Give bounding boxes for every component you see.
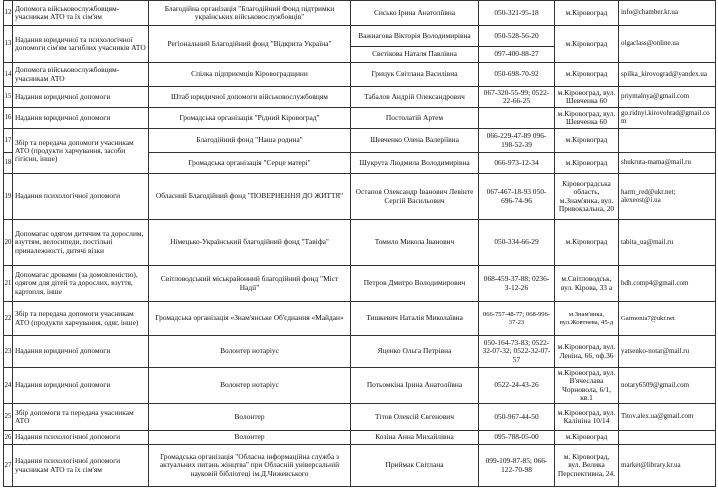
- phone-cell: 050-334-66-29: [479, 220, 555, 266]
- email-cell: bdh.comp4@gmail.com: [619, 266, 716, 302]
- row-number: 17: [4, 129, 13, 153]
- need-cell: Збір допомоги та передача учасникам АТО: [13, 404, 149, 431]
- table-row: [4, 445, 716, 487]
- address-cell: м. Кіровоград, вул. Велика Перспективна, 24.: [555, 445, 619, 487]
- row-number: 25: [4, 404, 13, 431]
- organization-cell: Обласний Благодійний фонд "ПОВЕРНЕННЯ ДО ЖИТТЯ": [149, 174, 351, 220]
- phone-cell: 066-229-47-89 096-198-52-39: [479, 129, 555, 153]
- organization-cell: Громадська організація «Знам'янське Об'єднання «Майдан»: [149, 302, 351, 336]
- organization-cell: Громадська організація "Серце матері": [149, 153, 351, 174]
- email-cell: go.ridnyi.kirovohrad@gmail.com: [619, 108, 716, 129]
- need-cell: Надання юридичної допомоги: [13, 368, 149, 404]
- organization-cell: Волонтер: [149, 404, 351, 431]
- table-row: [4, 368, 716, 404]
- address-cell: м.Кіровоград: [555, 1, 619, 26]
- organization-cell: Регіональний Благодійний фонд "Відкрита Україна": [149, 26, 351, 63]
- table-row: [4, 63, 716, 87]
- organization-cell: Благодійна організація "Благодійний Фонд підтримки українських військовослужбовців": [149, 1, 351, 26]
- row-number: 14: [4, 63, 13, 87]
- contact-person-cell: Томило Микола Іванович: [351, 220, 479, 266]
- address-cell: м.Кіровоград: [555, 153, 619, 174]
- organization-cell: Німецько-Український благодійний фонд "Тавіфа": [149, 220, 351, 266]
- address-cell: м.Кіровоград, вул. Калініна 10/14: [555, 404, 619, 431]
- email-cell: notary6509@gmail.com: [619, 368, 716, 404]
- contact-person-cell: Постолатій Артем: [351, 108, 479, 129]
- need-cell: Надання психологічної допомоги: [13, 431, 149, 445]
- contact-person-cell: Свєтікова Наталя Павлівна: [351, 47, 479, 63]
- contact-person-cell: Сисько Ірина Анатоліївна: [351, 1, 479, 26]
- contact-person-cell: Шукрута Людмила Володимирівна: [351, 153, 479, 174]
- phone-cell: 050-967-44-50: [479, 404, 555, 431]
- table-row: [4, 266, 716, 302]
- email-cell: tabita_ua@mail.ru: [619, 220, 716, 266]
- phone-cell: 050-164-73-83; 0522-32-07-32; 0522-32-07-57: [479, 336, 555, 368]
- row-number: 22: [4, 302, 13, 336]
- organization-cell: Благодійний фонд "Наша родина": [149, 129, 351, 153]
- email-cell: Titov.alex.ua@gmail.com: [619, 404, 716, 431]
- phone-cell: [479, 108, 555, 129]
- email-cell: market@library.kr.ua: [619, 445, 716, 487]
- email-cell: spilka_kirovograd@yandex.ua: [619, 63, 716, 87]
- phone-cell: 067-467-18-93 050-696-74-96: [479, 174, 555, 220]
- need-cell: Надання психологічної допомоги: [13, 174, 149, 220]
- row-number: 24: [4, 368, 13, 404]
- contact-person-cell: Петров Дмитро Володимирович: [351, 266, 479, 302]
- address-cell: м.Кіровоград: [555, 220, 619, 266]
- contact-person-cell: Шевченко Олена Валеріївна: [351, 129, 479, 153]
- row-number: 21: [4, 266, 13, 302]
- phone-cell: 097-400-88-27: [479, 47, 555, 63]
- row-number: 16: [4, 108, 13, 129]
- table-row: [4, 174, 716, 220]
- organization-cell: Волонтер нотаріус: [149, 336, 351, 368]
- contact-person-cell: Яценко Ольга Петрівна: [351, 336, 479, 368]
- table-row: [4, 1, 716, 26]
- email-cell: yatsenko-notar@mail.ru: [619, 336, 716, 368]
- row-number: 19: [4, 174, 13, 220]
- phone-cell: 066-973-12-34: [479, 153, 555, 174]
- need-cell: Допомога військовослужбовцям-учасникам АТО та їх сім'ям: [13, 1, 149, 26]
- contact-person-cell: Тітов Олексій Євгенович: [351, 404, 479, 431]
- contact-person-cell: Важнагова Вікторія Володимирівна: [351, 26, 479, 47]
- organization-cell: Штаб юридичної допомоги військовослужбовцям: [149, 87, 351, 108]
- organization-cell: Спілка підприємців Кіровоградщини: [149, 63, 351, 87]
- row-number: 26: [4, 431, 13, 445]
- table-row: [4, 26, 716, 47]
- need-cell: Надання юридичної та психологічної допомоги сім'ям загиблих учасників АТО: [13, 26, 149, 63]
- email-cell: Garmonia7@ukr.net: [619, 302, 716, 336]
- row-number: 13: [4, 26, 13, 63]
- organizations-table: [3, 0, 716, 487]
- organization-cell: Світловодський міськрайонний благодійний фонд "Міст Надії": [149, 266, 351, 302]
- row-number: 27: [4, 445, 13, 487]
- need-cell: Надання психологічної допомоги учасникам АТО та їх сім'ям: [13, 445, 149, 487]
- address-cell: Кіровоградська область, м.Знам'янка, вул. Привокзальна, 20: [555, 174, 619, 220]
- contact-person-cell: Приймак Світлана: [351, 445, 479, 487]
- need-cell: Збір та передача допомоги учасникам АТО (продукти харчування, засоби гігієни, інше): [13, 129, 149, 174]
- table-row: [4, 302, 716, 336]
- address-cell: м.Кіровоград, вул. В'ячеслава Чорновола, 6/1, кв.1: [555, 368, 619, 404]
- phone-cell: 067-320-55-99; 0522-22-66-25: [479, 87, 555, 108]
- phone-cell: 050-321-95-18: [479, 1, 555, 26]
- email-cell: [619, 129, 716, 153]
- address-cell: м.Знам'янка, вул.Жовтнева, 45-д: [555, 302, 619, 336]
- phone-cell: 099-109-87-85; 066-122-70-98: [479, 445, 555, 487]
- address-cell: м.Кіровоград, вул. Леніна, 66, оф.36: [555, 336, 619, 368]
- row-number: 20: [4, 220, 13, 266]
- row-number: 23: [4, 336, 13, 368]
- contact-person-cell: Остапов Олександр Іванович Левінте Сергій Васильович: [351, 174, 479, 220]
- address-cell: м.Кіровоград, вул. Шевченка 60: [555, 108, 619, 129]
- address-cell: м.Кіровоград: [555, 63, 619, 87]
- contact-person-cell: Табалов Андрій Олександрович: [351, 87, 479, 108]
- organization-cell: Громадська організація "Обласна інформаційна служба з актуальних питань жінцтва" при Обласній універсальній науковій бібліотеці ім.Д.Чижевського: [149, 445, 351, 487]
- phone-cell: 066-757-48-77; 068-996-37-23: [479, 302, 555, 336]
- organization-cell: Громадська організація "Рідний Кіровоград": [149, 108, 351, 129]
- need-cell: Допомога військовослужбовцям-учасникам АТО: [13, 63, 149, 87]
- table-row: [4, 87, 716, 108]
- table-row: [4, 336, 716, 368]
- address-cell: м.Кіровоград, вул. Шевченка 60: [555, 87, 619, 108]
- row-number: 15: [4, 87, 13, 108]
- email-cell: priymalnya@gmail.com: [619, 87, 716, 108]
- email-cell: olgaclass@online.ua: [619, 26, 716, 63]
- phone-cell: 095-788-05-00: [479, 431, 555, 445]
- phone-cell: 068-459-37-88; 0236-3-12-26: [479, 266, 555, 302]
- need-cell: Збір та передача допомоги учасникам АТО (продукти харчування, одяг, інше): [13, 302, 149, 336]
- contact-person-cell: Тишкевич Наталія Миколаївна: [351, 302, 479, 336]
- need-cell: Допомагає одягом дитячим та дорослим, взуттям, велосипеди, постільні приналежності, дитячі візки: [13, 220, 149, 266]
- contact-person-cell: Козіна Анна Михайлівна: [351, 431, 479, 445]
- contact-person-cell: Грицук Світлана Василівна: [351, 63, 479, 87]
- table-row: [4, 431, 716, 445]
- email-cell: shukruta-mama@mail.ru: [619, 153, 716, 174]
- table-row: [4, 129, 716, 153]
- row-number: 18: [4, 153, 13, 174]
- address-cell: м.Кіровоград: [555, 431, 619, 445]
- address-cell: м.Кіровоград: [555, 26, 619, 63]
- email-cell: harm_red@ukr.net; alexeost@i.ua: [619, 174, 716, 220]
- address-cell: м.Кіровоград: [555, 129, 619, 153]
- contact-person-cell: Потьомкіна Ірина Анатоліївна: [351, 368, 479, 404]
- table-row: [4, 404, 716, 431]
- phone-cell: 050-528-56-20: [479, 26, 555, 47]
- address-cell: м.Світловодськ, вул. Кірова, 33 а: [555, 266, 619, 302]
- email-cell: [619, 431, 716, 445]
- need-cell: Надання юридичної допомоги: [13, 336, 149, 368]
- row-number: 12: [4, 1, 13, 26]
- phone-cell: 0522-24-43-26: [479, 368, 555, 404]
- organization-cell: Волонтер нотаріус: [149, 368, 351, 404]
- table-row: [4, 220, 716, 266]
- need-cell: Надання юридичної допомоги: [13, 87, 149, 108]
- table-row: [4, 108, 716, 129]
- phone-cell: 050-698-70-92: [479, 63, 555, 87]
- need-cell: Надання юридичної допомоги: [13, 108, 149, 129]
- need-cell: Допомагає дровами (за домовленістю), одягом для дітей та дорослих, взуття, картопля, інше: [13, 266, 149, 302]
- email-cell: info@chamber.kr.ua: [619, 1, 716, 26]
- organization-cell: Волонтер: [149, 431, 351, 445]
